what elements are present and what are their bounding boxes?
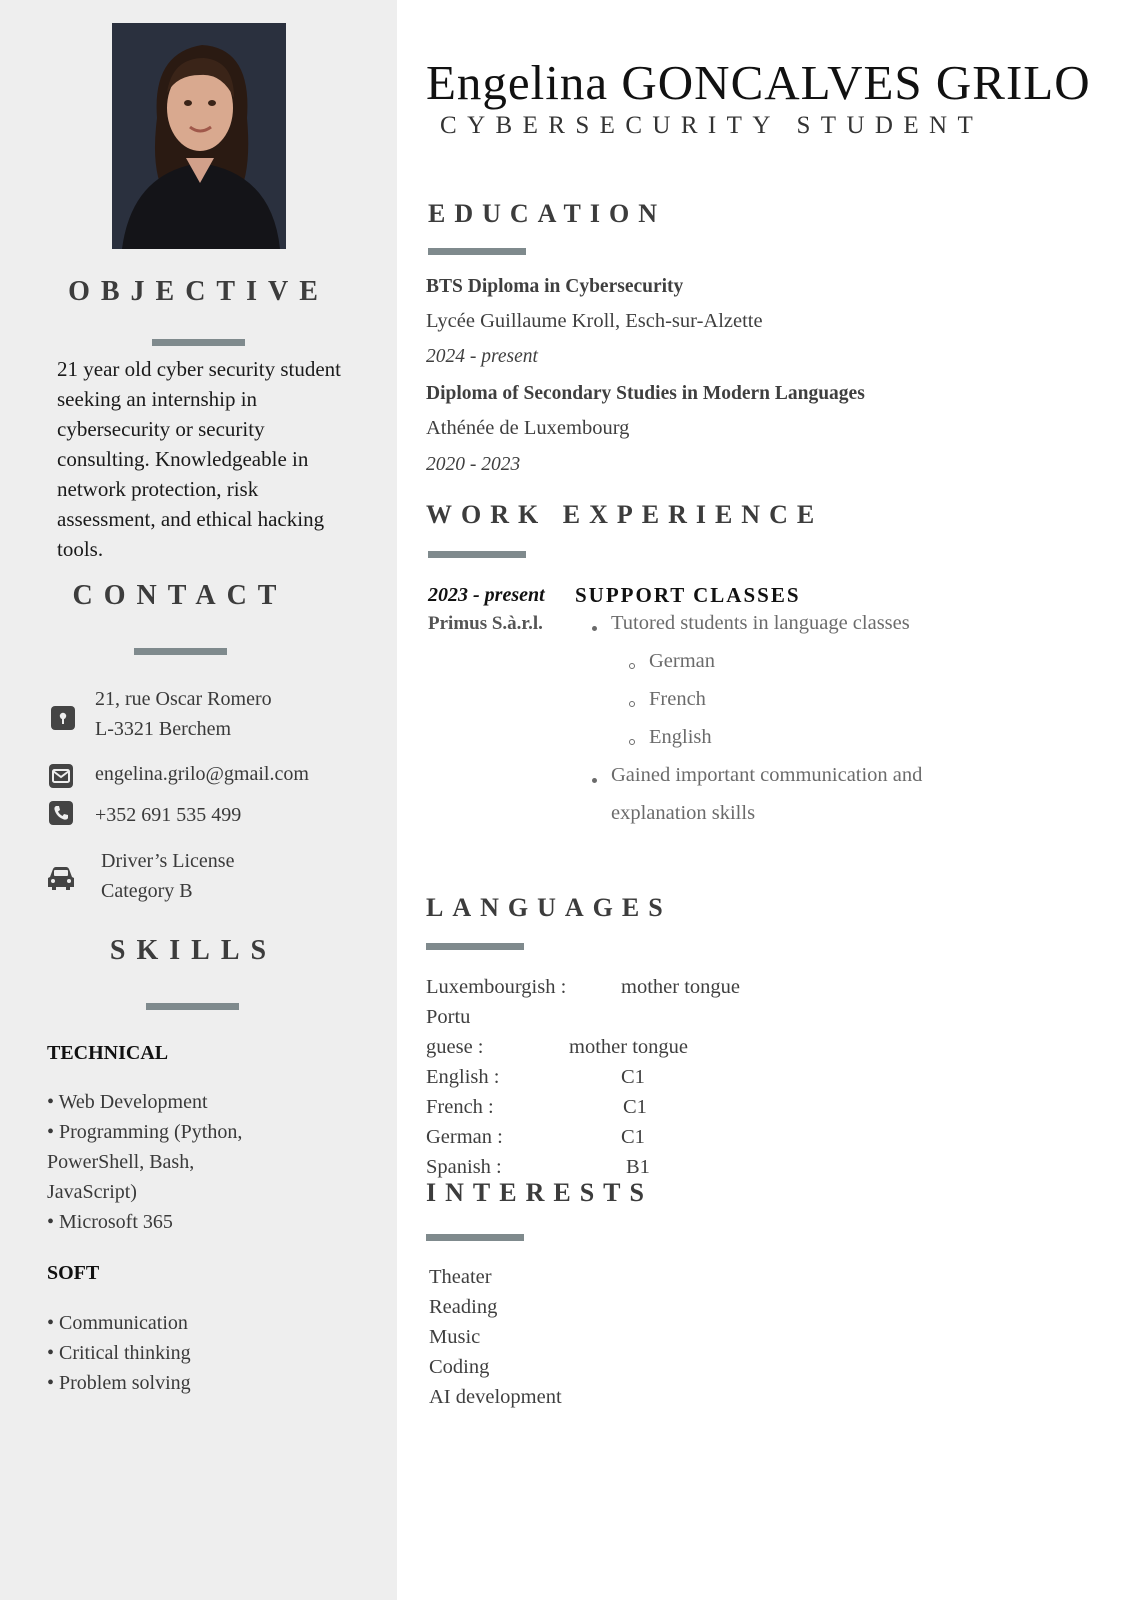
candidate-title: CYBERSECURITY STUDENT — [440, 112, 984, 139]
list-item: JavaScript) — [47, 1181, 137, 1203]
license-line-2: Category B — [101, 880, 193, 902]
interest-item: Music — [429, 1326, 481, 1348]
work-divider — [428, 551, 526, 558]
work-title: SUPPORT CLASSES — [575, 583, 801, 607]
soft-skills-list — [47, 1308, 347, 1398]
education-dates: 2024 - present — [426, 346, 538, 367]
language-label: French : — [426, 1096, 494, 1118]
work-bullet-2-line-2: explanation skills — [611, 802, 756, 824]
contact-license — [0, 846, 397, 908]
license-line-1: Driver’s License — [101, 850, 235, 872]
contact-heading: CONTACT — [72, 580, 288, 611]
list-item: • Problem solving — [47, 1372, 191, 1394]
work-company: Primus S.à.r.l. — [428, 613, 543, 634]
language-label: German : — [426, 1126, 503, 1148]
list-item: • Communication — [47, 1312, 188, 1334]
education-degree: Diploma of Secondary Studies in Modern Languages — [426, 383, 865, 404]
address-line-2: L-3321 Berchem — [95, 718, 232, 740]
sub-bullet-ring — [629, 663, 635, 669]
technical-heading: TECHNICAL — [47, 1042, 169, 1064]
interest-item: Theater — [429, 1266, 492, 1288]
languages-divider — [426, 943, 524, 950]
interest-item: AI development — [429, 1386, 562, 1408]
profile-photo — [112, 23, 286, 249]
education-divider — [428, 248, 526, 255]
sub-bullet-ring — [629, 739, 635, 745]
contact-divider — [134, 648, 227, 655]
language-level: C1 — [621, 1126, 645, 1148]
bullet-dot — [592, 778, 597, 783]
list-item: • Web Development — [47, 1091, 208, 1113]
education-school: Lycée Guillaume Kroll, Esch-sur-Alzette — [426, 310, 763, 332]
education-degree: BTS Diploma in Cybersecurity — [426, 276, 684, 297]
soft-heading: SOFT — [47, 1262, 100, 1284]
objective-heading: OBJECTIVE — [68, 276, 329, 307]
list-item: • Critical thinking — [47, 1342, 191, 1364]
language-level: mother tongue — [569, 1036, 688, 1058]
interests-heading: INTERESTS — [426, 1178, 653, 1207]
language-label: Spanish : — [426, 1156, 502, 1178]
candidate-name: Engelina GONCALVES GRILO — [426, 55, 1091, 110]
interest-item: Coding — [429, 1356, 490, 1378]
work-sub-item: French — [649, 688, 706, 710]
contact-email[interactable] — [0, 759, 397, 789]
education-dates: 2020 - 2023 — [426, 454, 521, 475]
language-label: Luxembourgish : — [426, 976, 567, 998]
language-level: C1 — [623, 1096, 647, 1118]
work-bullet-2-line-1: Gained important communication and — [611, 764, 923, 786]
email-text[interactable]: engelina.grilo@gmail.com — [95, 763, 309, 785]
interest-item: Reading — [429, 1296, 498, 1318]
map-pin-icon — [51, 706, 75, 730]
work-dates: 2023 - present — [428, 584, 545, 606]
skills-divider — [146, 1003, 239, 1010]
language-label: guese : — [426, 1036, 484, 1058]
language-level: B1 — [626, 1156, 650, 1178]
sub-bullet-ring — [629, 701, 635, 707]
technical-skills-list — [47, 1087, 347, 1237]
address-line-1: 21, rue Oscar Romero — [95, 688, 272, 710]
objective-divider — [152, 339, 245, 346]
list-item: • Programming (Python, — [47, 1121, 243, 1143]
bullet-dot — [592, 626, 597, 631]
work-sub-item: English — [649, 726, 712, 748]
car-icon — [46, 864, 76, 892]
language-label: Portu — [426, 1006, 471, 1028]
work-heading: WORK EXPERIENCE — [426, 500, 824, 529]
phone-icon — [49, 801, 73, 825]
phone-text: +352 691 535 499 — [95, 804, 242, 826]
work-sub-item: German — [649, 650, 716, 672]
interests-divider — [426, 1234, 524, 1241]
skills-heading: SKILLS — [109, 935, 278, 966]
education-heading: EDUCATION — [428, 199, 666, 228]
contact-phone[interactable] — [0, 800, 397, 830]
list-item: • Microsoft 365 — [47, 1211, 173, 1233]
language-level: mother tongue — [621, 976, 740, 998]
education-school: Athénée de Luxembourg — [426, 417, 630, 439]
language-label: English : — [426, 1066, 500, 1088]
contact-address — [0, 684, 397, 744]
languages-heading: LANGUAGES — [426, 893, 672, 922]
language-level: C1 — [621, 1066, 645, 1088]
work-bullet-1: Tutored students in language classes — [611, 612, 910, 634]
list-item: PowerShell, Bash, — [47, 1151, 195, 1173]
envelope-icon — [49, 764, 73, 788]
objective-text: 21 year old cyber security student seeking an internship in cybersecurity or security consulting. Knowledgeable in network protection, risk assessment, and ethical hacking tools. — [57, 357, 341, 561]
